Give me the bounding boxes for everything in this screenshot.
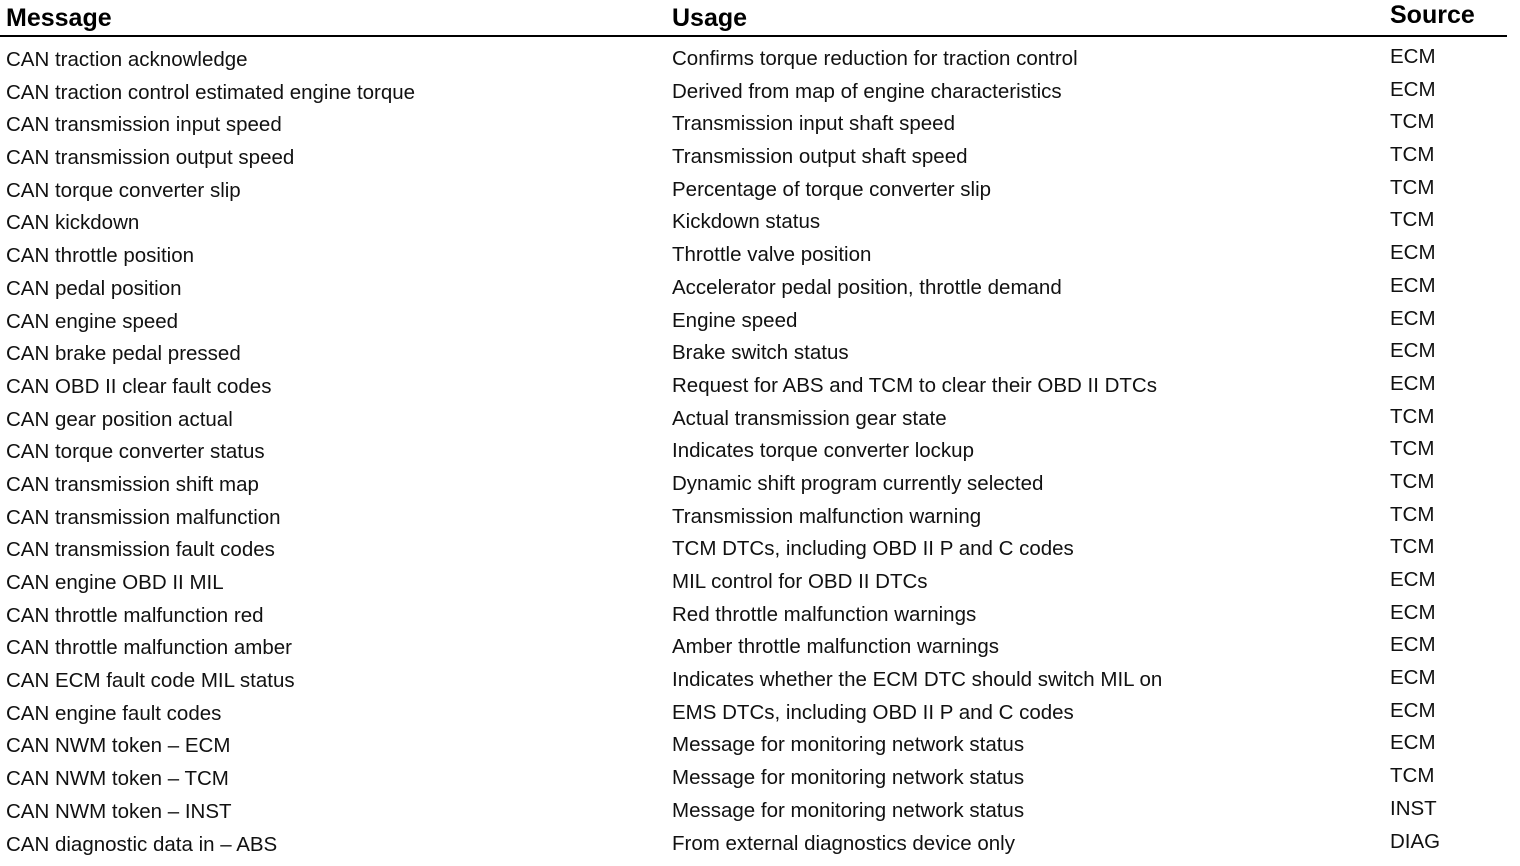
table-row [0, 632, 1520, 665]
table-row [0, 306, 1520, 339]
cell-source: ECM [1390, 600, 1436, 624]
header-source: Source [1390, 1, 1475, 29]
header-message: Message [6, 4, 112, 32]
table-row [0, 109, 1520, 142]
table-header [0, 0, 1520, 38]
cell-message: CAN NWM token – TCM [6, 767, 229, 791]
cell-usage: Indicates torque converter lockup [672, 439, 974, 463]
cell-usage: TCM DTCs, including OBD II P and C codes [672, 537, 1074, 561]
cell-source: TCM [1390, 469, 1435, 493]
cell-message: CAN transmission shift map [6, 472, 259, 496]
table-row [0, 273, 1520, 306]
cell-message: CAN traction control estimated engine torque [6, 80, 416, 104]
table-row [0, 600, 1520, 633]
cell-usage: Kickdown status [672, 210, 821, 234]
cell-source: ECM [1390, 666, 1436, 690]
cell-source: INST [1390, 796, 1437, 820]
cell-source: ECM [1390, 731, 1436, 755]
cell-source: TCM [1390, 208, 1435, 232]
cell-message: CAN ECM fault code MIL status [6, 669, 295, 693]
table-row [0, 44, 1520, 77]
cell-usage: MIL control for OBD II DTCs [672, 570, 928, 593]
cell-usage: Message for monitoring network status [672, 798, 1025, 822]
table-row [0, 77, 1520, 110]
cell-source: ECM [1390, 633, 1436, 657]
cell-source: ECM [1390, 568, 1436, 591]
cell-usage: Red throttle malfunction warnings [672, 602, 977, 626]
table-row [0, 502, 1520, 535]
table-row [0, 730, 1520, 763]
cell-message: CAN traction acknowledge [6, 48, 248, 71]
cell-message: CAN torque converter slip [6, 178, 241, 202]
cell-usage: EMS DTCs, including OBD II P and C codes [672, 700, 1074, 724]
cell-message: CAN gear position actual [6, 407, 233, 431]
cell-message: CAN transmission output speed [6, 146, 295, 170]
cell-usage: Transmission input shaft speed [672, 112, 955, 136]
table-row [0, 698, 1520, 731]
cell-usage: Request for ABS and TCM to clear their OBD II DTCs [672, 373, 1157, 397]
cell-message: CAN engine fault codes [6, 701, 222, 725]
table-row [0, 175, 1520, 208]
cell-usage: Percentage of torque converter slip [672, 177, 992, 201]
cell-source: TCM [1390, 535, 1435, 559]
cell-source: TCM [1390, 437, 1435, 461]
table-row [0, 534, 1520, 567]
cell-usage: Dynamic shift program currently selected [672, 471, 1044, 495]
cell-message: CAN throttle malfunction red [6, 603, 264, 627]
cell-source: TCM [1390, 764, 1435, 788]
cell-usage: Message for monitoring network status [672, 766, 1025, 790]
cell-message: CAN pedal position [6, 276, 182, 300]
cell-message: CAN NWM token – ECM [6, 734, 231, 758]
cell-usage: Brake switch status [672, 341, 849, 365]
cell-source: ECM [1390, 339, 1436, 363]
cell-usage: Accelerator pedal position, throttle demand [672, 275, 1062, 299]
cell-source: ECM [1390, 306, 1436, 330]
cell-message: CAN NWM token – INST [6, 799, 232, 823]
cell-usage: Transmission malfunction warning [672, 504, 982, 528]
cell-usage: Amber throttle malfunction warnings [672, 635, 1000, 659]
cell-source: TCM [1390, 502, 1435, 526]
header-usage: Usage [672, 4, 748, 32]
table-row [0, 763, 1520, 796]
cell-usage: Confirms torque reduction for traction control [672, 47, 1078, 70]
cell-source: ECM [1390, 273, 1436, 297]
cell-source: ECM [1390, 241, 1436, 265]
cell-usage: Indicates whether the ECM DTC should switch MIL on [672, 668, 1163, 692]
table-row [0, 338, 1520, 371]
table-row [0, 665, 1520, 698]
cell-message: CAN transmission fault codes [6, 538, 275, 562]
cell-message: CAN transmission input speed [6, 113, 282, 137]
cell-source: ECM [1390, 77, 1436, 101]
table-row [0, 207, 1520, 240]
cell-usage: From external diagnostics device only [672, 831, 1015, 855]
table-row [0, 371, 1520, 404]
cell-usage: Derived from map of engine characteristics [672, 79, 1062, 103]
cell-message: CAN throttle malfunction amber [6, 636, 292, 660]
cell-usage: Message for monitoring network status [672, 733, 1025, 757]
cell-message: CAN OBD II clear fault codes [6, 374, 272, 398]
table-row [0, 469, 1520, 502]
table-row [0, 404, 1520, 437]
cell-source: DIAG [1390, 829, 1441, 853]
cell-message: CAN engine OBD II MIL [6, 571, 224, 594]
cell-usage: Engine speed [672, 308, 798, 332]
cell-message: CAN throttle position [6, 244, 195, 268]
cell-source: TCM [1390, 404, 1435, 428]
cell-message: CAN diagnostic data in – ABS [6, 832, 278, 856]
header-rule [0, 35, 1507, 37]
cell-usage: Throttle valve position [672, 243, 872, 267]
cell-source: TCM [1390, 175, 1435, 199]
cell-message: CAN brake pedal pressed [6, 342, 241, 366]
cell-source: TCM [1390, 143, 1435, 167]
table-row [0, 567, 1520, 600]
cell-message: CAN transmission malfunction [6, 505, 281, 529]
table-row [0, 240, 1520, 273]
table-row [0, 142, 1520, 175]
table-row [0, 436, 1520, 469]
cell-usage: Transmission output shaft speed [672, 145, 968, 169]
table-body [0, 44, 1520, 861]
cell-message: CAN engine speed [6, 309, 179, 333]
cell-source: ECM [1390, 371, 1436, 395]
cell-usage: Actual transmission gear state [672, 406, 947, 430]
cell-source: TCM [1390, 110, 1435, 134]
cell-message: CAN kickdown [6, 211, 140, 235]
cell-source: ECM [1390, 45, 1436, 68]
cell-message: CAN torque converter status [6, 440, 265, 464]
cell-source: ECM [1390, 698, 1436, 722]
table-row [0, 796, 1520, 829]
table-row [0, 829, 1520, 862]
